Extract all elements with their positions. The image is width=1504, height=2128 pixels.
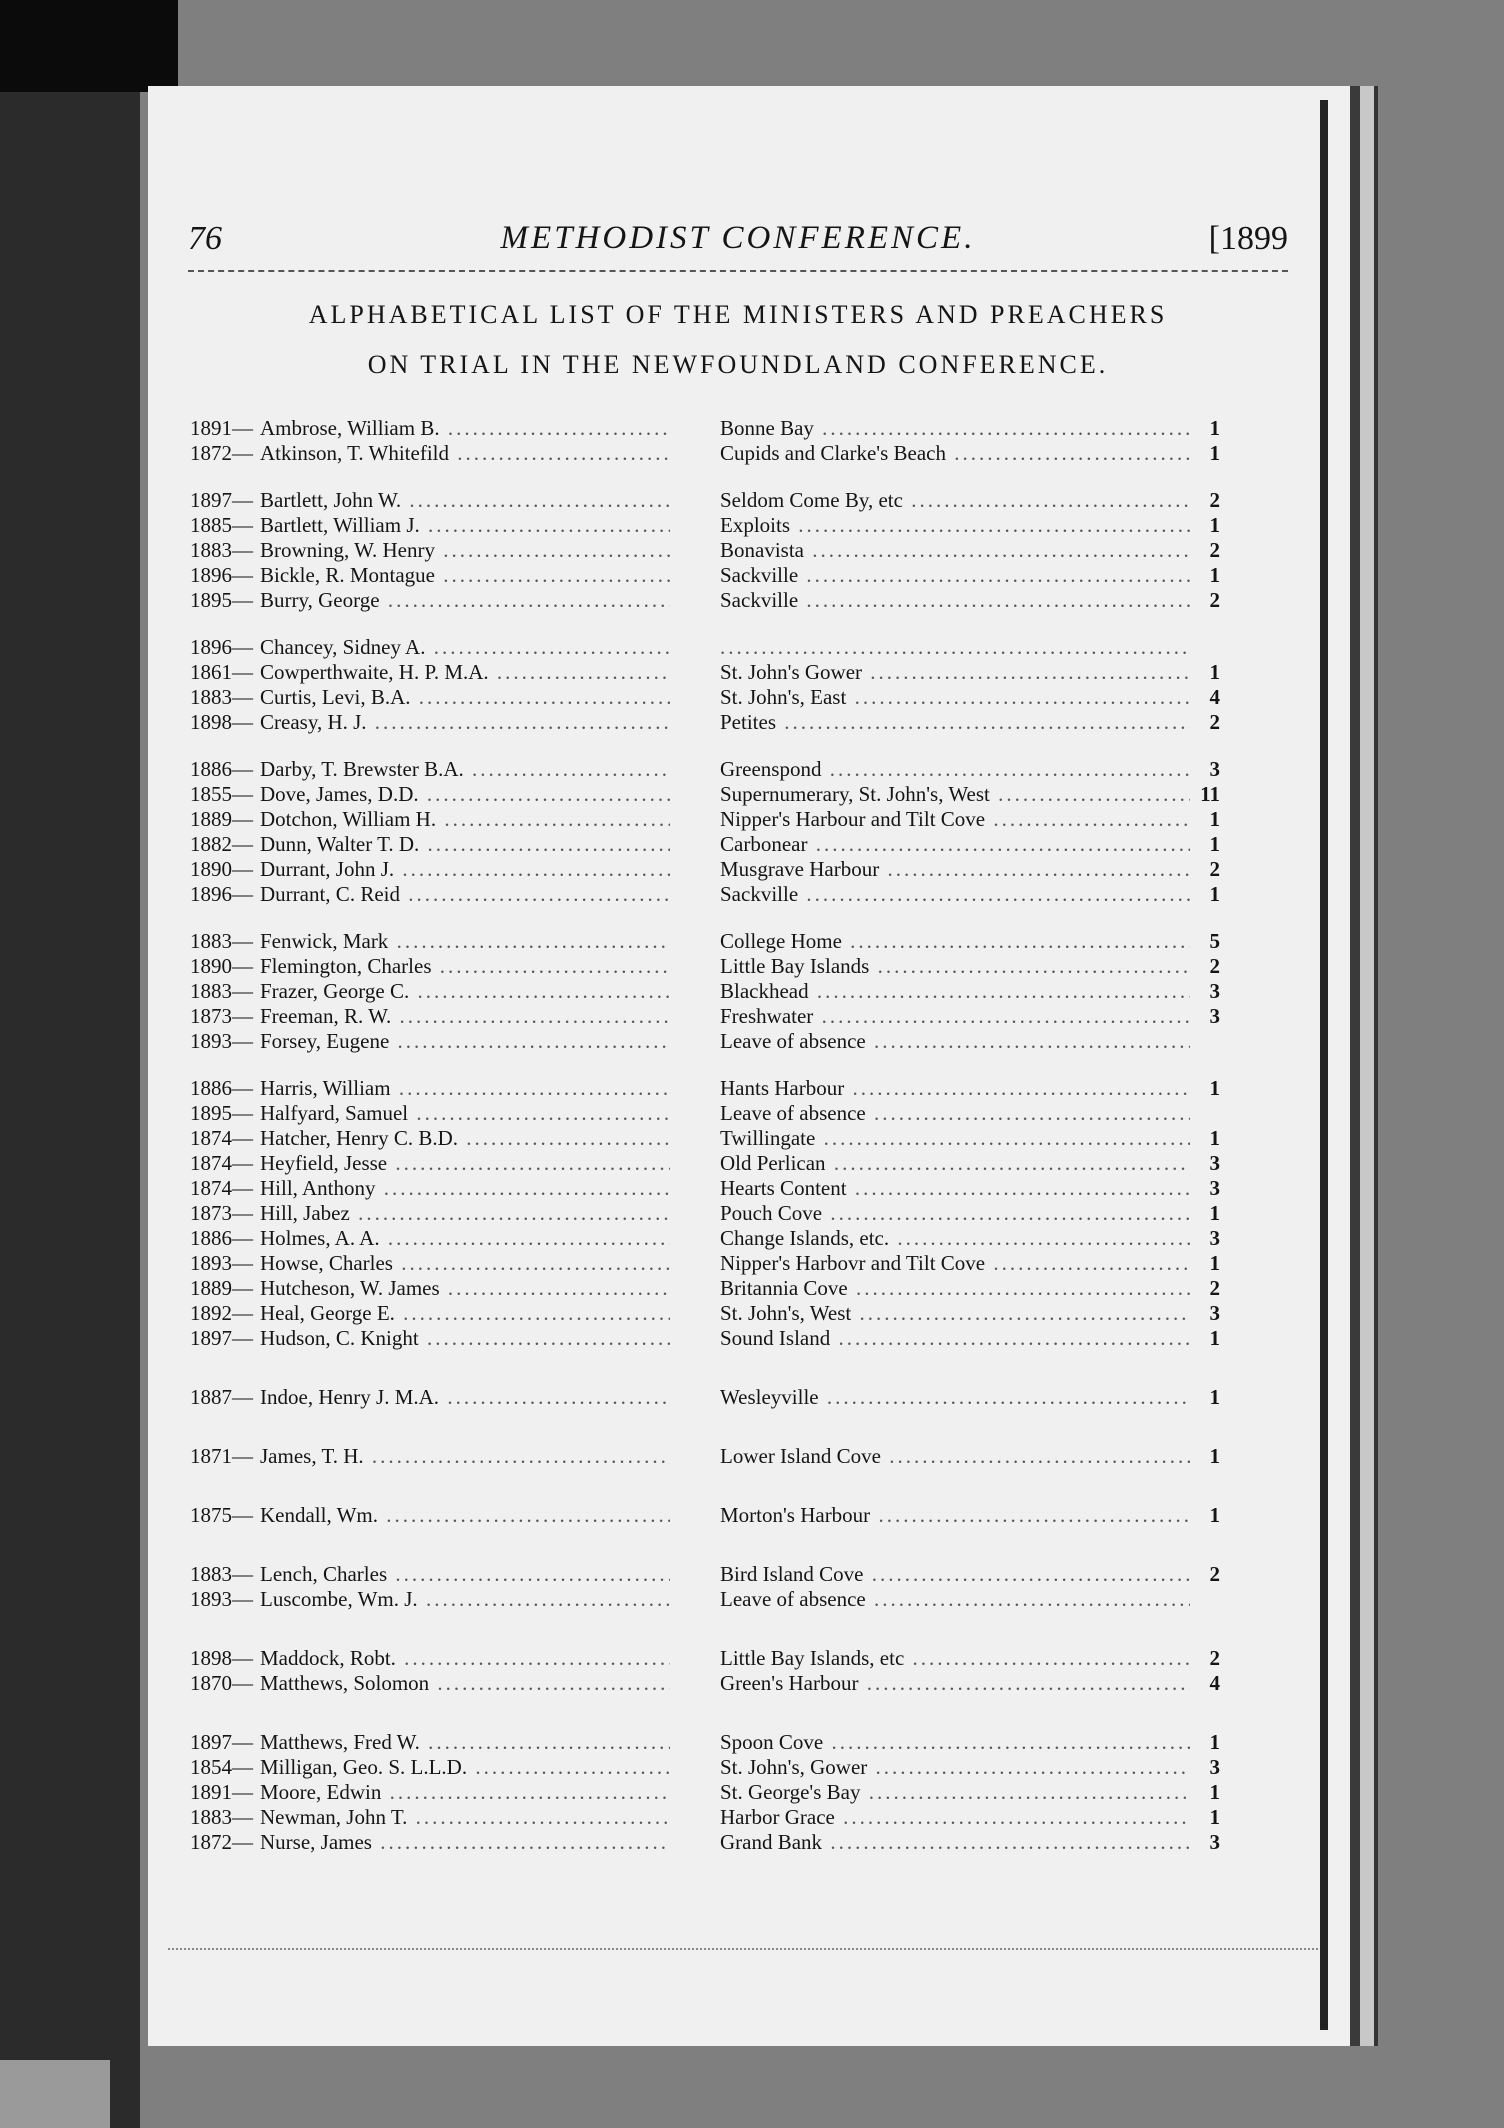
list-item	[190, 782, 1300, 807]
station-name: Greenspond .....	[720, 757, 1190, 782]
years-count: 1	[1209, 563, 1220, 587]
minister-name: Forsey, Eugene .....	[260, 1029, 670, 1054]
list-item	[190, 441, 1300, 466]
entry-year: 1897—	[190, 488, 253, 512]
years-count: 2	[1209, 538, 1220, 562]
minister-name: Lench, Charles .....	[260, 1562, 670, 1587]
station-name: Leave of absence .....	[720, 1587, 1190, 1612]
years-count: 1	[1209, 1805, 1220, 1829]
station-name: St. John's, West .....	[720, 1301, 1190, 1326]
entry-year: 1886—	[190, 757, 253, 781]
minister-name: Hill, Jabez .....	[260, 1201, 670, 1226]
list-item	[190, 1587, 1300, 1612]
list-item	[190, 513, 1300, 538]
list-item	[190, 757, 1300, 782]
years-count: 3	[1209, 1004, 1220, 1028]
entry-year: 1885—	[190, 513, 253, 537]
years-count: 1	[1209, 1444, 1220, 1468]
list-item	[190, 1830, 1300, 1855]
entry-year: 1854—	[190, 1755, 253, 1779]
minister-name: Bartlett, William J. .....	[260, 513, 670, 538]
years-count: 1	[1209, 807, 1220, 831]
entry-year: 1897—	[190, 1730, 253, 1754]
running-header	[188, 220, 1288, 270]
list-item	[190, 1301, 1300, 1326]
station-name: Sackville .....	[720, 882, 1190, 907]
list-item	[190, 1730, 1300, 1755]
years-count: 3	[1209, 1830, 1220, 1854]
years-count: 1	[1209, 1385, 1220, 1409]
entry-year: 1861—	[190, 660, 253, 684]
entry-year: 1891—	[190, 1780, 253, 1804]
years-count: 1	[1209, 1251, 1220, 1275]
entry-year: 1889—	[190, 1276, 253, 1300]
years-count: 1	[1209, 1076, 1220, 1100]
years-count: 4	[1209, 1671, 1220, 1695]
entry-year: 1871—	[190, 1444, 253, 1468]
minister-name: Kendall, Wm. .....	[260, 1503, 670, 1528]
station-name: Britannia Cove .....	[720, 1276, 1190, 1301]
station-name: Leave of absence .....	[720, 1101, 1190, 1126]
station-name: Seldom Come By, etc .....	[720, 488, 1190, 513]
minister-name: Durrant, C. Reid .....	[260, 882, 670, 907]
station-name: Lower Island Cove .....	[720, 1444, 1190, 1469]
list-item	[190, 1126, 1300, 1151]
ministers-list	[190, 416, 1300, 1855]
entry-year: 1874—	[190, 1126, 253, 1150]
station-name: Pouch Cove .....	[720, 1201, 1190, 1226]
entry-year: 1875—	[190, 1503, 253, 1527]
list-title-line1: ALPHABETICAL LIST OF THE MINISTERS AND PREACHERS	[308, 300, 1168, 329]
minister-name: Atkinson, T. Whitefild .....	[260, 441, 670, 466]
station-name: Musgrave Harbour .....	[720, 857, 1190, 882]
entry-year: 1893—	[190, 1029, 253, 1053]
list-item	[190, 1151, 1300, 1176]
minister-name: Curtis, Levi, B.A. .....	[260, 685, 670, 710]
minister-name: Freeman, R. W. .....	[260, 1004, 670, 1029]
entry-year: 1893—	[190, 1251, 253, 1275]
list-item	[190, 1780, 1300, 1805]
minister-name: Milligan, Geo. S. L.L.D. .....	[260, 1755, 670, 1780]
scan-border-bottom-left	[0, 2060, 110, 2128]
minister-name: Luscombe, Wm. J. .....	[260, 1587, 670, 1612]
entry-year: 1895—	[190, 588, 253, 612]
years-count: 2	[1209, 488, 1220, 512]
minister-name: Flemington, Charles .....	[260, 954, 670, 979]
page-edge	[1320, 100, 1328, 2030]
years-count: 1	[1209, 1201, 1220, 1225]
station-name: Blackhead .....	[720, 979, 1190, 1004]
entry-year: 1896—	[190, 563, 253, 587]
minister-name: Hutcheson, W. James .....	[260, 1276, 670, 1301]
entry-year: 1898—	[190, 710, 253, 734]
entry-year: 1897—	[190, 1326, 253, 1350]
station-name: Bonne Bay .....	[720, 416, 1190, 441]
station-name: Little Bay Islands .....	[720, 954, 1190, 979]
station-name: Cupids and Clarke's Beach .....	[720, 441, 1190, 466]
years-count: 3	[1209, 979, 1220, 1003]
book-page	[148, 86, 1360, 2046]
station-name: Change Islands, etc. .....	[720, 1226, 1190, 1251]
scan-border-left	[0, 92, 140, 2128]
station-name: Old Perlican .....	[720, 1151, 1190, 1176]
list-item	[190, 1385, 1300, 1410]
station-name: Hearts Content .....	[720, 1176, 1190, 1201]
minister-name: Dotchon, William H. .....	[260, 807, 670, 832]
minister-name: Frazer, George C. .....	[260, 979, 670, 1004]
entry-year: 1883—	[190, 1805, 253, 1829]
station-name: Green's Harbour .....	[720, 1671, 1190, 1696]
entry-year: 1895—	[190, 1101, 253, 1125]
entry-year: 1898—	[190, 1646, 253, 1670]
minister-name: Halfyard, Samuel .....	[260, 1101, 670, 1126]
years-count: 3	[1209, 1301, 1220, 1325]
minister-name: Ambrose, William B. .....	[260, 416, 670, 441]
station-name: St. John's, East .....	[720, 685, 1190, 710]
entry-year: 1886—	[190, 1226, 253, 1250]
list-item	[190, 1276, 1300, 1301]
station-name: Harbor Grace .....	[720, 1805, 1190, 1830]
years-count: 1	[1209, 1503, 1220, 1527]
list-item	[190, 979, 1300, 1004]
years-count: 2	[1209, 1276, 1220, 1300]
station-name: Carbonear .....	[720, 832, 1190, 857]
station-name: Bird Island Cove .....	[720, 1562, 1190, 1587]
list-item	[190, 538, 1300, 563]
minister-name: Indoe, Henry J. M.A. .....	[260, 1385, 670, 1410]
station-name: Supernumerary, St. John's, West .....	[720, 782, 1190, 807]
years-count: 3	[1209, 757, 1220, 781]
minister-name: Moore, Edwin .....	[260, 1780, 670, 1805]
years-count: 4	[1209, 685, 1220, 709]
entry-year: 1872—	[190, 1830, 253, 1854]
years-count: 1	[1209, 832, 1220, 856]
years-count: 11	[1200, 782, 1220, 806]
running-title: METHODIST CONFERENCE.	[500, 220, 976, 256]
list-item	[190, 1671, 1300, 1696]
entry-year: 1893—	[190, 1587, 253, 1611]
station-name: Little Bay Islands, etc .....	[720, 1646, 1190, 1671]
minister-name: Hill, Anthony .....	[260, 1176, 670, 1201]
station-name: Twillingate .....	[720, 1126, 1190, 1151]
list-item	[190, 710, 1300, 735]
entry-year: 1890—	[190, 954, 253, 978]
entry-year: 1887—	[190, 1385, 253, 1409]
list-item	[190, 1646, 1300, 1671]
station-name: Nipper's Harbour and Tilt Cove .....	[720, 807, 1190, 832]
years-count: 1	[1209, 882, 1220, 906]
years-count: 2	[1209, 710, 1220, 734]
list-item	[190, 1004, 1300, 1029]
minister-name: Hatcher, Henry C. B.D. .....	[260, 1126, 670, 1151]
years-count: 1	[1209, 513, 1220, 537]
station-name: Wesleyville .....	[720, 1385, 1190, 1410]
years-count: 1	[1209, 441, 1220, 465]
minister-name: Durrant, John J. .....	[260, 857, 670, 882]
station-name: Leave of absence .....	[720, 1029, 1190, 1054]
list-item	[190, 1755, 1300, 1780]
years-count: 3	[1209, 1151, 1220, 1175]
entry-year: 1892—	[190, 1301, 253, 1325]
list-item	[190, 832, 1300, 857]
minister-name: Harris, William .....	[260, 1076, 670, 1101]
station-name: Sackville .....	[720, 563, 1190, 588]
station-name: Sound Island .....	[720, 1326, 1190, 1351]
entry-year: 1873—	[190, 1201, 253, 1225]
entry-year: 1896—	[190, 882, 253, 906]
minister-name: Newman, John T. .....	[260, 1805, 670, 1830]
list-item	[190, 882, 1300, 907]
years-count: 2	[1209, 1562, 1220, 1586]
page-number: 76	[188, 220, 222, 257]
minister-name: Holmes, A. A. .....	[260, 1226, 670, 1251]
list-item	[190, 1201, 1300, 1226]
entry-year: 1874—	[190, 1176, 253, 1200]
entry-year: 1883—	[190, 1562, 253, 1586]
years-count: 1	[1209, 416, 1220, 440]
entry-year: 1872—	[190, 441, 253, 465]
running-year: [1899	[1208, 220, 1288, 257]
minister-name: Darby, T. Brewster B.A. .....	[260, 757, 670, 782]
station-name: Hants Harbour .....	[720, 1076, 1190, 1101]
entry-year: 1891—	[190, 416, 253, 440]
list-item	[190, 954, 1300, 979]
entry-year: 1883—	[190, 929, 253, 953]
station-name: Spoon Cove .....	[720, 1730, 1190, 1755]
entry-year: 1883—	[190, 538, 253, 562]
station-name: St. George's Bay .....	[720, 1780, 1190, 1805]
station-name: Bonavista .....	[720, 538, 1190, 563]
list-item	[190, 685, 1300, 710]
years-count: 1	[1209, 1326, 1220, 1350]
entry-year: 1882—	[190, 832, 253, 856]
minister-name: Howse, Charles .....	[260, 1251, 670, 1276]
list-item	[190, 1562, 1300, 1587]
station-name: Nipper's Harbovr and Tilt Cove .....	[720, 1251, 1190, 1276]
list-item	[190, 1076, 1300, 1101]
years-count: 3	[1209, 1176, 1220, 1200]
list-item	[190, 416, 1300, 441]
years-count: 5	[1209, 929, 1220, 953]
entry-year: 1874—	[190, 1151, 253, 1175]
list-item	[190, 1029, 1300, 1054]
minister-name: James, T. H. .....	[260, 1444, 670, 1469]
minister-name: Matthews, Fred W. .....	[260, 1730, 670, 1755]
years-count: 2	[1209, 857, 1220, 881]
station-name: Morton's Harbour .....	[720, 1503, 1190, 1528]
minister-name: Bartlett, John W. .....	[260, 488, 670, 513]
entry-year: 1896—	[190, 635, 253, 659]
minister-name: Heyfield, Jesse .....	[260, 1151, 670, 1176]
entry-year: 1890—	[190, 857, 253, 881]
list-item	[190, 1101, 1300, 1126]
list-item	[190, 1805, 1300, 1830]
years-count: 1	[1209, 1730, 1220, 1754]
minister-name: Chancey, Sidney A. .....	[260, 635, 670, 660]
station-name: Sackville .....	[720, 588, 1190, 613]
list-item	[190, 1251, 1300, 1276]
header-rule	[188, 270, 1288, 272]
entry-year: 1886—	[190, 1076, 253, 1100]
list-item	[190, 929, 1300, 954]
station-name: College Home .....	[720, 929, 1190, 954]
bottom-rule	[168, 1948, 1318, 1950]
years-count: 1	[1209, 1780, 1220, 1804]
list-title-line2: ON TRIAL IN THE NEWFOUNDLAND CONFERENCE.	[367, 350, 1109, 379]
years-count: 1	[1209, 660, 1220, 684]
entry-year: 1883—	[190, 979, 253, 1003]
minister-name: Browning, W. Henry .....	[260, 538, 670, 563]
list-item	[190, 1444, 1300, 1469]
years-count: 3	[1209, 1226, 1220, 1250]
station-name: Petites .....	[720, 710, 1190, 735]
minister-name: Nurse, James .....	[260, 1830, 670, 1855]
minister-name: Fenwick, Mark .....	[260, 929, 670, 954]
entry-year: 1855—	[190, 782, 253, 806]
list-item	[190, 563, 1300, 588]
minister-name: Bickle, R. Montague .....	[260, 563, 670, 588]
minister-name: Hudson, C. Knight .....	[260, 1326, 670, 1351]
years-count: 2	[1209, 588, 1220, 612]
minister-name: Matthews, Solomon .....	[260, 1671, 670, 1696]
list-item	[190, 660, 1300, 685]
entry-year: 1889—	[190, 807, 253, 831]
station-name: Exploits .....	[720, 513, 1190, 538]
station-name: St. John's, Gower .....	[720, 1755, 1190, 1780]
entry-year: 1873—	[190, 1004, 253, 1028]
years-count: 2	[1209, 1646, 1220, 1670]
list-item	[190, 488, 1300, 513]
list-item	[190, 1226, 1300, 1251]
station-name: Freshwater .....	[720, 1004, 1190, 1029]
minister-name: Dunn, Walter T. D. .....	[260, 832, 670, 857]
minister-name: Creasy, H. J. .....	[260, 710, 670, 735]
scan-border-top-left	[0, 0, 178, 92]
station-name: Grand Bank .....	[720, 1830, 1190, 1855]
years-count: 3	[1209, 1755, 1220, 1779]
list-item	[190, 588, 1300, 613]
list-item	[190, 635, 1300, 660]
list-item	[190, 1176, 1300, 1201]
minister-name: Dove, James, D.D. .....	[260, 782, 670, 807]
years-count: 2	[1209, 954, 1220, 978]
minister-name: Heal, George E. .....	[260, 1301, 670, 1326]
list-item	[190, 1326, 1300, 1351]
list-item	[190, 857, 1300, 882]
years-count: 1	[1209, 1126, 1220, 1150]
minister-name: Maddock, Robt. .....	[260, 1646, 670, 1671]
list-item	[190, 1503, 1300, 1528]
station-name	[720, 635, 1190, 660]
entry-year: 1870—	[190, 1671, 253, 1695]
station-name: St. John's Gower .....	[720, 660, 1190, 685]
entry-year: 1883—	[190, 685, 253, 709]
minister-name: Burry, George .....	[260, 588, 670, 613]
minister-name: Cowperthwaite, H. P. M.A. .....	[260, 660, 670, 685]
list-item	[190, 807, 1300, 832]
